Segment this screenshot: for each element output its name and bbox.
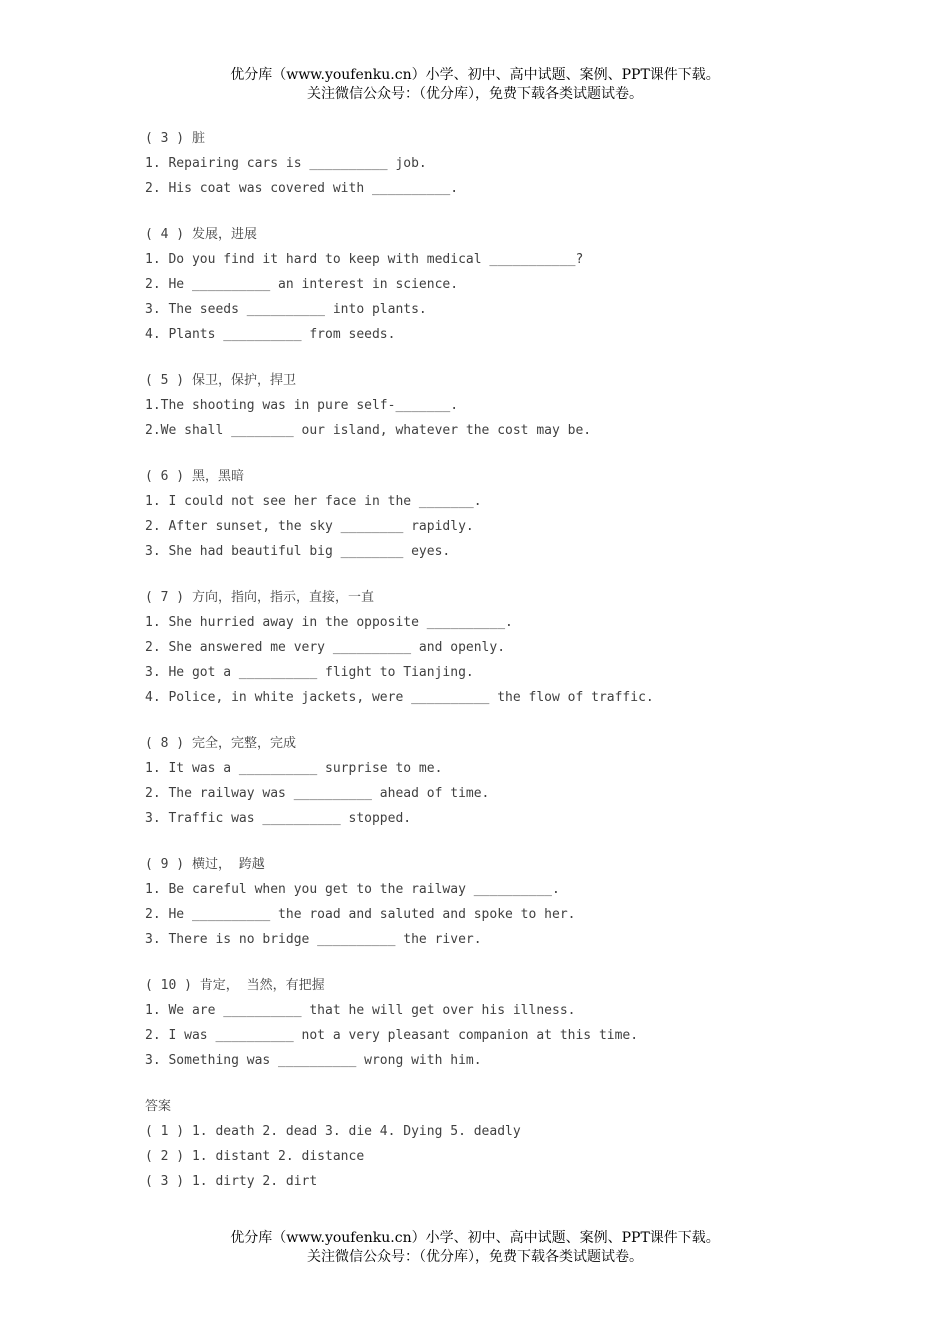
exercise-line: 1. She hurried away in the opposite __________. bbox=[145, 615, 513, 630]
exercise-line: 1. It was a __________ surprise to me. bbox=[145, 761, 443, 776]
exercise-section-5 bbox=[145, 368, 845, 443]
exercise-line: 1. I could not see her face in the _______. bbox=[145, 494, 482, 509]
header-line-2: 关注微信公众号：（优分库），免费下载各类试题试卷。 bbox=[307, 86, 643, 102]
page-footer bbox=[0, 1229, 950, 1267]
answer-line: ( 3 ) 1. dirty 2. dirt bbox=[145, 1174, 318, 1189]
exercise-section-8 bbox=[145, 731, 845, 831]
section-title: ( 5 ) 保卫，保护，捍卫 bbox=[145, 373, 296, 388]
section-title: ( 7 ) 方向，指向，指示，直接，一直 bbox=[145, 590, 374, 605]
exercise-line: 1. We are __________ that he will get over his illness. bbox=[145, 1003, 576, 1018]
exercise-line: 3. The seeds __________ into plants. bbox=[145, 302, 427, 317]
exercise-line: 2. The railway was __________ ahead of time. bbox=[145, 786, 490, 801]
section-title: ( 4 ) 发展，进展 bbox=[145, 227, 257, 242]
section-title: ( 8 ) 完全，完整，完成 bbox=[145, 736, 296, 751]
exercise-section-7 bbox=[145, 585, 845, 710]
exercise-section-9 bbox=[145, 852, 845, 952]
section-title: ( 3 ) 脏 bbox=[145, 131, 205, 146]
section-title: ( 9 ) 横过， 跨越 bbox=[145, 857, 265, 872]
exercise-line: 2.We shall ________ our island, whatever the cost may be. bbox=[145, 423, 592, 438]
exercise-line: 2. He __________ an interest in science. bbox=[145, 277, 459, 292]
exercise-section-3 bbox=[145, 126, 845, 201]
exercise-line: 2. I was __________ not a very pleasant companion at this time. bbox=[145, 1028, 639, 1043]
exercise-line: 4. Plants __________ from seeds. bbox=[145, 327, 396, 342]
answers-title: 答案 bbox=[145, 1099, 172, 1114]
exercise-line: 4. Police, in white jackets, were __________ the flow of traffic. bbox=[145, 690, 654, 705]
exercise-section-6 bbox=[145, 464, 845, 564]
exercise-line: 1.The shooting was in pure self-_______. bbox=[145, 398, 459, 413]
header-line-1: 优分库（www.youfenku.cn）小学、初中、高中试题、案例、PPT课件下载。 bbox=[230, 67, 720, 83]
exercise-line: 3. Traffic was __________ stopped. bbox=[145, 811, 412, 826]
page-header bbox=[0, 66, 950, 104]
answer-line: ( 2 ) 1. distant 2. distance bbox=[145, 1149, 365, 1164]
exercise-line: 3. He got a __________ flight to Tianjing. bbox=[145, 665, 474, 680]
exercise-section-10 bbox=[145, 973, 845, 1073]
exercise-line: 3. There is no bridge __________ the river. bbox=[145, 932, 482, 947]
exercise-line: 2. His coat was covered with __________. bbox=[145, 181, 459, 196]
exercise-line: 3. Something was __________ wrong with him. bbox=[145, 1053, 482, 1068]
exercise-line: 1. Repairing cars is __________ job. bbox=[145, 156, 427, 171]
exercise-line: 2. He __________ the road and saluted and spoke to her. bbox=[145, 907, 576, 922]
exercise-line: 2. She answered me very __________ and openly. bbox=[145, 640, 506, 655]
section-title: ( 6 ) 黑，黑暗 bbox=[145, 469, 244, 484]
footer-line-2: 关注微信公众号：（优分库），免费下载各类试题试卷。 bbox=[307, 1249, 643, 1265]
exercise-line: 3. She had beautiful big ________ eyes. bbox=[145, 544, 451, 559]
answer-line: ( 1 ) 1. death 2. dead 3. die 4. Dying 5. deadly bbox=[145, 1124, 521, 1139]
answers-section bbox=[145, 1094, 845, 1194]
section-title: ( 10 ) 肯定， 当然，有把握 bbox=[145, 978, 325, 993]
footer-line-1: 优分库（www.youfenku.cn）小学、初中、高中试题、案例、PPT课件下载。 bbox=[230, 1230, 720, 1246]
exercise-line: 2. After sunset, the sky ________ rapidly. bbox=[145, 519, 474, 534]
exercise-content bbox=[145, 126, 845, 1215]
exercise-line: 1. Do you find it hard to keep with medical ___________? bbox=[145, 252, 584, 267]
exercise-line: 1. Be careful when you get to the railway __________. bbox=[145, 882, 560, 897]
exercise-section-4 bbox=[145, 222, 845, 347]
